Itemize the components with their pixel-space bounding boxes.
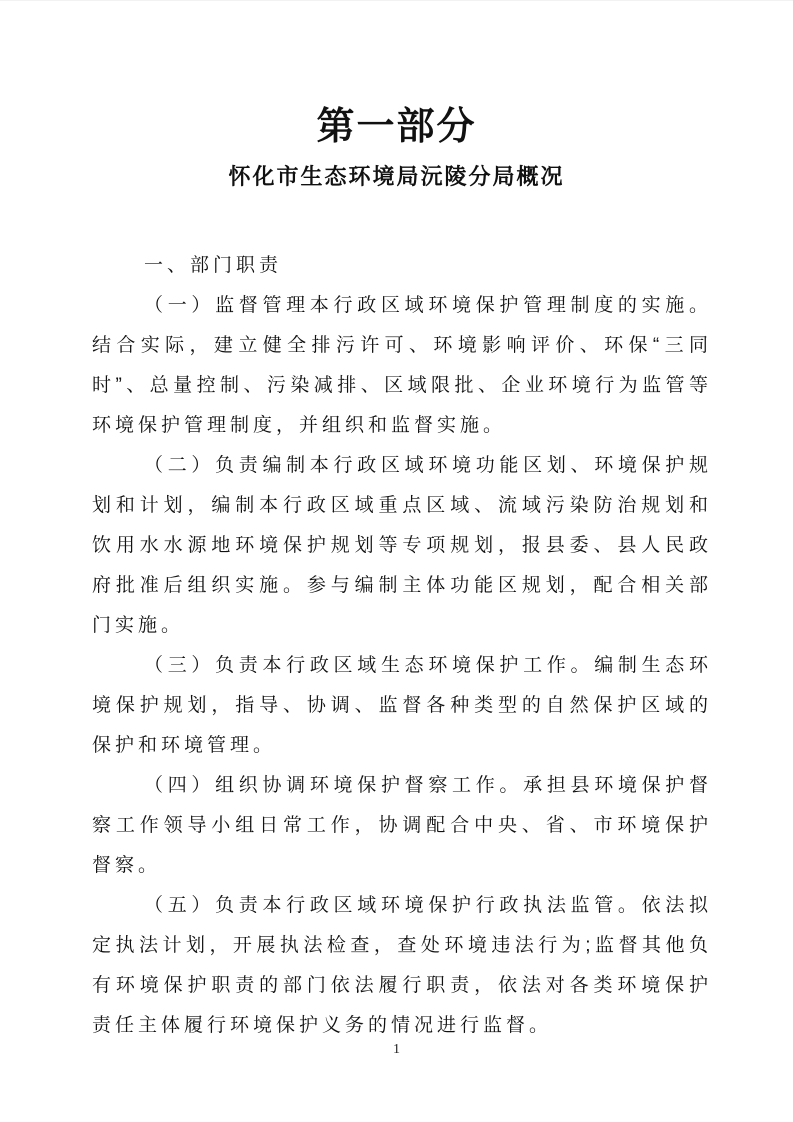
page-number: 1 [393, 1042, 400, 1057]
page-footer [0, 1040, 793, 1058]
paragraph-duty-4: （四）组织协调环境保护督察工作。承担县环境保护督察工作领导小组日常工作，协调配合中央、省、市环境保护督察。 [92, 775, 712, 876]
paragraph-duty-1: （一）监督管理本行政区域环境保护管理制度的实施。结合实际，建立健全排污许可、环境影响评价、环保“三同时”、总量控制、污染减排、区域限批、企业环境行为监管等环境保护管理制度，并组织和监督实施。 [92, 295, 712, 436]
paragraph-duty-2: （二）负责编制本行政区域环境功能区划、环境保护规划和计划，编制本行政区域重点区域、流域污染防治规划和饮用水水源地环境保护规划等专项规划，报县委、县人民政府批准后组织实施。参与编制主体功能区规划，配合相关部门实施。 [92, 455, 712, 636]
paragraph-duty-5: （五）负责本行政区域环境保护行政执法监管。依法拟定执法计划，开展执法检查，查处环境违法行为;监督其他负有环境保护职责的部门依法履行职责，依法对各类环境保护责任主体履行环境保护义务的情况进行监督。 [92, 895, 712, 1036]
document-body [0, 246, 793, 1046]
part-title: 第一部分 [316, 106, 477, 148]
paragraph-duty-3: （三）负责本行政区域生态环境保护工作。编制生态环境保护规划，指导、协调、监督各种类型的自然保护区域的保护和环境管理。 [92, 655, 712, 756]
document-subtitle: 怀化市生态环境局沅陵分局概况 [228, 164, 565, 189]
section-heading: 一、部门职责 [144, 255, 283, 276]
